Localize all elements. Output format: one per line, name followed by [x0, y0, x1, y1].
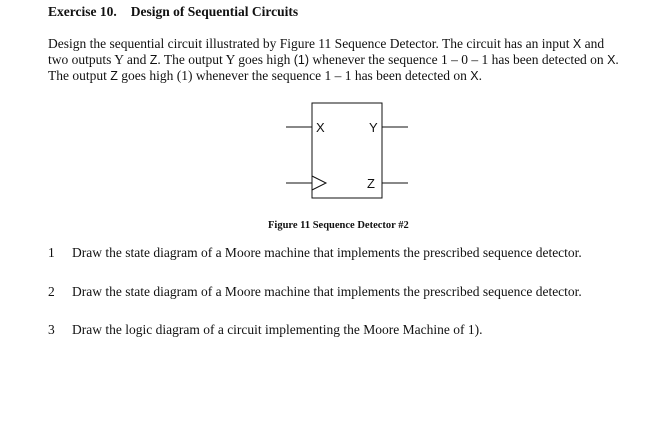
exercise-heading — [48, 4, 298, 20]
list-item-text: Draw the logic diagram of a circuit implementing the Moore Machine of 1). — [72, 322, 483, 337]
sequence-detector-figure — [282, 100, 412, 200]
list-item — [48, 322, 483, 338]
description-text: . — [478, 68, 482, 83]
output-y-label: Y — [369, 120, 378, 135]
description-text: . — [615, 52, 619, 67]
description-line-3 — [48, 68, 648, 84]
description-text: two outputs Y and — [48, 52, 150, 67]
sequence-ref: 1 – 0 – 1 — [440, 52, 489, 67]
description-text: . The output Y goes high — [157, 52, 294, 67]
input-x-ref: X — [572, 37, 582, 51]
input-x-ref: X — [607, 53, 616, 67]
description-line-1 — [48, 36, 648, 52]
input-x-label: X — [316, 120, 325, 135]
description-text: The output — [48, 68, 111, 83]
list-item-number: 2 — [48, 284, 55, 299]
list-item-text: Draw the state diagram of a Moore machine that implements the prescribed sequence detector. — [72, 245, 582, 260]
list-item — [48, 245, 582, 261]
list-item — [48, 284, 582, 300]
exercise-title: Design of Sequential Circuits — [130, 4, 299, 19]
description-text: Design the sequential circuit illustrated by Figure 11 Sequence Detector. The circuit has an input — [48, 36, 573, 51]
description-text: whenever the sequence — [309, 52, 441, 67]
output-z-label: Z — [367, 176, 375, 191]
list-item-text: Draw the state diagram of a Moore machine that implements the prescribed sequence detector. — [72, 284, 582, 299]
description-text: and — [581, 36, 605, 51]
problem-description — [48, 36, 648, 84]
description-text: has been detected on — [488, 52, 608, 67]
list-item-number: 1 — [48, 245, 55, 260]
figure-caption: Figure 11 Sequence Detector #2 — [268, 220, 409, 231]
description-line-2 — [48, 52, 648, 68]
value-ref: (1) — [293, 53, 310, 67]
output-z-ref: Z — [149, 53, 158, 67]
exercise-number: Exercise 10. — [48, 4, 117, 19]
description-text: goes high (1) whenever the sequence 1 – 1 has been detected on — [117, 68, 471, 83]
list-item-number: 3 — [48, 322, 55, 337]
input-x-ref: X — [470, 69, 479, 83]
output-z-ref: Z — [110, 69, 118, 83]
